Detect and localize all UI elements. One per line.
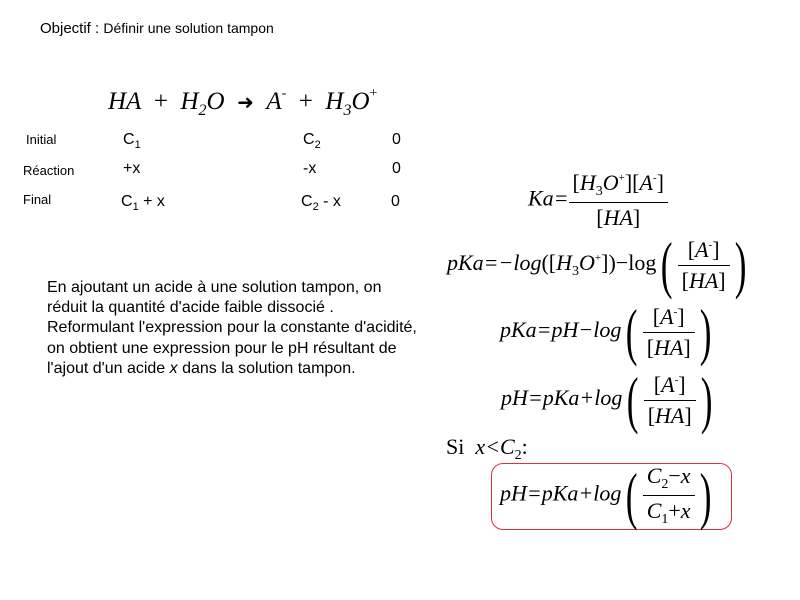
product-a-minus: A- (266, 86, 287, 115)
ka-formula: Ka= $\frac{[H_3O^+][A^-]}{[HA]}$ (528, 170, 668, 231)
title-text: Définir une solution tampon (103, 20, 274, 36)
reaction-equation (108, 86, 377, 120)
pka-log-formula: $pKa=-\log([H_3O^+])-\log$( $\frac{[A^-]}{[HA]}$ ) (447, 229, 747, 300)
explanation-paragraph: En ajoutant un acide à une solution tampon, on réduit la quantité d'acide faible dissocié . Reformulant l'expression pour la constante d'acidité, on obtient une expression pour le pH résultant de l'ajout d'un acide x dans la solution tampon. (47, 279, 417, 377)
title-label: Objectif : (40, 20, 100, 37)
cell-initial-c3: 0 (392, 131, 401, 148)
reaction-arrow-icon: ➜ (237, 90, 254, 114)
row-label-final: Final (23, 192, 52, 207)
product-hydronium: $H_3O^+$ (325, 86, 378, 119)
cell-final-c3: 0 (391, 193, 400, 210)
plus-sign: + (298, 88, 313, 115)
cell-initial-c2: $C_2$ (303, 131, 321, 151)
row-label-reaction: Réaction (23, 163, 75, 178)
reactant-water: $H_2O$ (180, 88, 225, 119)
final-ph-formula: pH=pKa+log( $\frac{C_2-x}{C_1+x}$ ) (500, 459, 712, 531)
cell-final-c2: $C_2$ - x (301, 193, 341, 213)
cell-reaction-c3: 0 (392, 160, 401, 177)
pka-ph-formula: pKa=pH−log( $\frac{[A^-]}{[HA]}$ ) (500, 296, 712, 367)
cell-initial-c1: $C_1$ (123, 131, 141, 151)
cell-reaction-c2: -x (303, 160, 317, 177)
page-title (40, 20, 274, 37)
cell-final-c1: $C_1 + x$ (121, 193, 165, 213)
row-label-initial: Initial (26, 132, 57, 147)
reactant-ha: HA (108, 88, 142, 115)
plus-sign: + (153, 88, 168, 115)
condition-text: Si $x<C_2$: (446, 434, 528, 463)
ph-formula: pH=pKa+log( $\frac{[A^-]}{[HA]}$ ) (501, 364, 713, 435)
cell-reaction-c1: +x (123, 160, 141, 177)
